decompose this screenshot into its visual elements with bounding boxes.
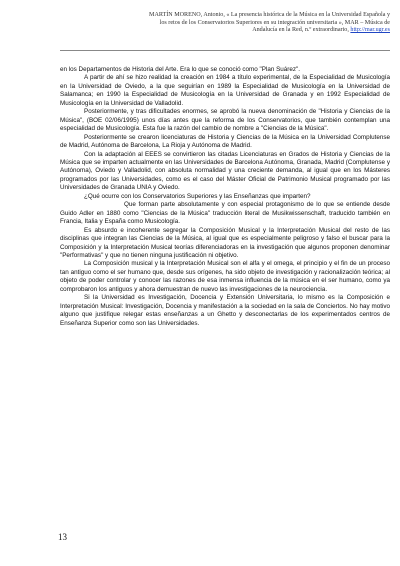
paragraph-1: en los Departamentos de Historia del Arte. Era lo que se conoció como "Plan Suárez". (60, 66, 301, 73)
citation-line-1: MARTÍN MORENO, Antonio, « La presencia histórica de la Música en la Universidad Española y (149, 12, 390, 18)
paragraph-5: Con la adaptación al EEES se convirtieron las citadas Licenciaturas en Grados de Historia y Ciencias de la Música que se imparten actualmente en las Universidades de Barcelona Autónoma, Granada, Madrid (Complutense y Autónoma), Oviedo y Valladolid, con absoluta normalidad y una creciente demanda, al igual que en los Másteres programados por las Universidades, como es el caso del Máster Oficial de Patrimonio Musical programado por las Universidades de Granada UNIA y Oviedo. (60, 150, 390, 192)
header-divider (60, 50, 390, 51)
paragraph-6: ¿Qué ocurre con los Conservatorios Superiores y las Enseñanzas que imparten? (84, 192, 311, 200)
citation-header (78, 12, 390, 35)
article-body (60, 66, 390, 328)
paragraph-8: Es absurdo e incoherente segregar la Composición Musical y la Interpretación Musical del resto de las disciplinas que integran las Ciencias de la Música, al igual que es especialmente peligroso y falso el buscar para la Composición y la Interpretación Musical teorías diferenciadoras en la investigación que algunos proponen denominar "Performativas" y que no tienen ninguna justificación ni objetivo. (60, 226, 390, 259)
page-number: 13 (58, 532, 67, 542)
paragraph-7: Que forman parte absolutamente y con especial protagonismo de lo que se entiende desde Guido Adler en 1880 como "Ciencias de la Música" traducción literal de Musikwissenschaft, traducido también en Francia, Italia y España como Musicología. (60, 201, 390, 226)
paragraph-2: A partir de ahí se hizo realidad la creación en 1984 a título experimental, de la Especialidad de Musicología en la Universidad de Oviedo, a la que seguirían en 1989 la Especialidad de Musicología en la Universidad de Salamanca; en 1990 la Especialidad de Musicología en la Universidad de Granada y en 1992 Especialidad de Musicología en la Universidad de Valladolid. (60, 74, 390, 107)
journal-link[interactable]: http://mar.ugr.es (350, 27, 390, 34)
paragraph-3: Posteriormente, y tras dificultades enormes, se aprobó la nueva denominación de "Historia y Ciencias de la Música", (BOE 02/06/1995) unos días antes que la reforma de los Conservatorios, que también contemplan una especialidad de Musicología. Esta fue la razón del cambio de nombre a "Ciencias de la Música". (60, 108, 390, 133)
citation-line-3-text: Andalucía en la Red, n.º extraordinario, (252, 27, 349, 34)
paragraph-9: La Composición musical y la Interpretación Musical son el alfa y el omega, el principio y el fin de un proceso tan antiguo como el ser humano que, desde sus orígenes, ha sido objeto de investigación y racionalización teórica; al objeto de poder controlar y conocer las razones de esa inmensa influencia de la música en el ser humano, como ya comprobaron los antiguos y ahora demuestran de nuevo las investigaciones de la neurociencia. (60, 260, 390, 293)
paragraph-4: Posteriormente se crearon licenciaturas de Historia y Ciencias de la Música en la Universidad Complutense de Madrid, Autónoma de Barcelona, La Rioja y Autónoma de Madrid. (60, 133, 390, 150)
citation-line-3 (78, 27, 390, 35)
citation-line-2: los retos de los Conservatorios Superiores en su integración universitaria », MAR – Música de (159, 19, 390, 26)
paragraph-10: Si la Universidad es Investigación, Docencia y Extensión Universitaria, lo mismo es la Composición e Interpretación Musical: Investigación, Docencia y manifestación a la sociedad en la sala de Conciertos. No hay motivo alguno que justifique relegar estas enseñanzas a un Ghetto y desconectarlas de los experimentados centros de Enseñanza Superior como son las Universidades. (60, 294, 390, 327)
